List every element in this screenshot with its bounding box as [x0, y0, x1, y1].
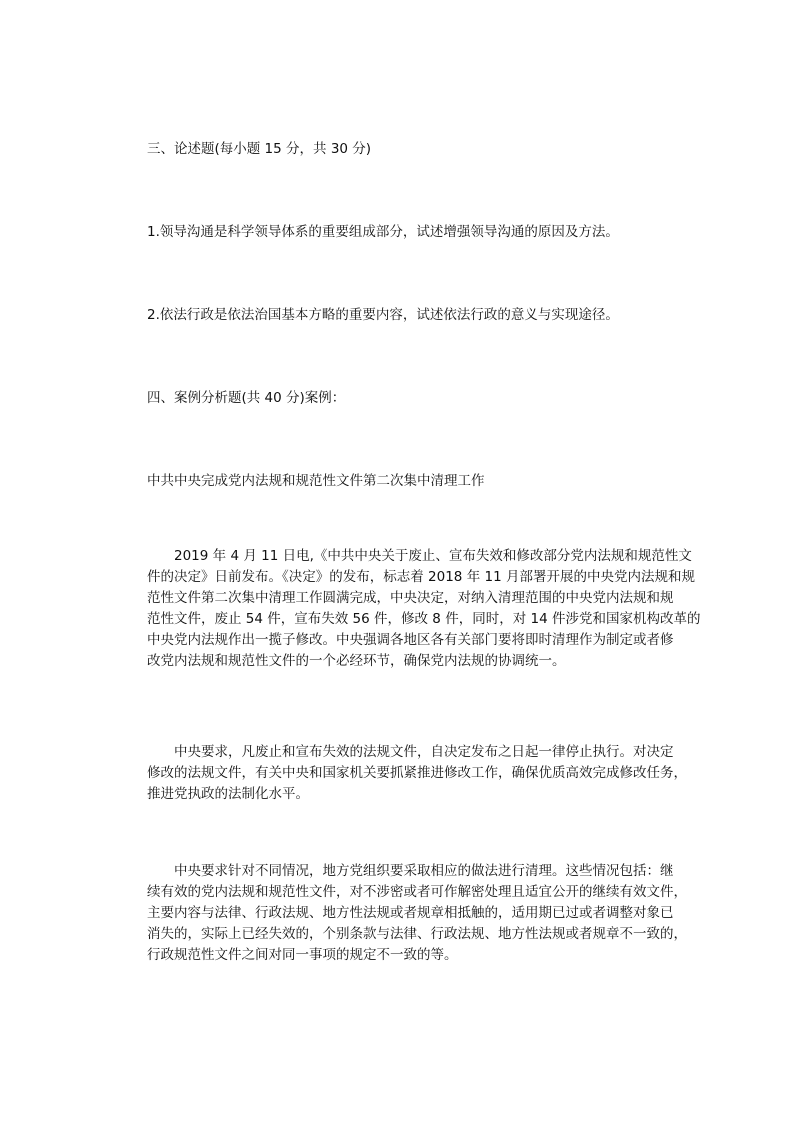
case-title: 中共中央完成党内法规和规范性文件第二次集中清理工作 [147, 473, 485, 489]
text-line: 消失的，实际上已经失效的，个别条款与法律、行政法规、地方性法规或者规章不一致的， [147, 926, 687, 942]
text-line: 2019 年 4 月 11 日电,《中共中央关于废止、宣布失效和修改部分党内法规和规范性文 [147, 548, 692, 564]
text-line: 中央要求针对不同情况，地方党组织要采取相应的做法进行清理。这些情况包括：继 [147, 863, 674, 879]
case-paragraph-2 [147, 742, 687, 805]
question-2: 2.依法行政是依法治国基本方略的重要内容，试述依法行政的意义与实现途径。 [147, 307, 619, 323]
text-line: 行政规范性文件之间对同一事项的规定不一致的等。 [147, 947, 458, 963]
text-line: 修改的法规文件，有关中央和国家机关要抓紧推进修改工作，确保优质高效完成修改任务， [147, 765, 687, 781]
text-line: 中央党内法规作出一揽子修改。中央强调各地区各有关部门要将即时清理作为制定或者修 [147, 632, 674, 648]
text-line: 中央要求，凡废止和宣布失效的法规文件，自决定发布之日起一律停止执行。对决定 [147, 744, 674, 760]
section-heading-case: 四、案例分析题(共 40 分)案例： [147, 390, 346, 406]
section-heading-essay: 三、论述题(每小题 15 分，共 30 分) [147, 141, 372, 157]
text-line: 续有效的党内法规和规范性文件，对不涉密或者可作解密处理且适宜公开的继续有效文件， [147, 884, 687, 900]
case-paragraph-1 [147, 546, 701, 672]
case-paragraph-3 [147, 861, 687, 966]
text-line: 范性文件，废止 54 件，宣布失效 56 件，修改 8 件，同时，对 14 件涉党和国家机构改革的 [147, 611, 701, 627]
text-line: 件的决定》日前发布。《决定》的发布，标志着 2018 年 11 月部署开展的中央党内法规和规 [147, 569, 695, 585]
text-line: 推进党执政的法制化水平。 [147, 786, 309, 802]
text-line: 改党内法规和规范性文件的一个必经环节，确保党内法规的协调统一。 [147, 653, 566, 669]
text-line: 范性文件第二次集中清理工作圆满完成，中央决定，对纳入清理范围的中央党内法规和规 [147, 590, 674, 606]
question-1: 1.领导沟通是科学领导体系的重要组成部分，试述增强领导沟通的原因及方法。 [147, 224, 619, 240]
text-line: 主要内容与法律、行政法规、地方性法规或者规章相抵触的，适用期已过或者调整对象已 [147, 905, 674, 921]
